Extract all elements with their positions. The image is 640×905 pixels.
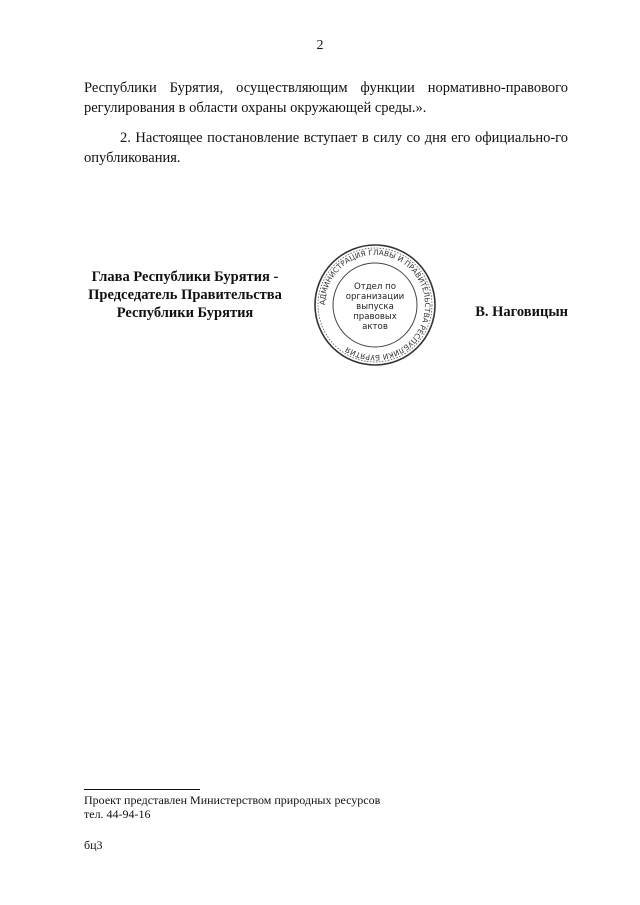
footnote — [84, 793, 380, 821]
official-seal — [312, 242, 438, 368]
seal-center-line: выпуска — [356, 302, 394, 312]
page-number: 2 — [316, 38, 324, 53]
seal-ring-text: АДМИНИСТРАЦИЯ ГЛАВЫ И ПРАВИТЕЛЬСТВА РЕСПУБЛИКИ БУРЯТИЯ — [317, 247, 433, 363]
seal-center-line: правовых — [353, 312, 397, 322]
signatory-title — [72, 268, 298, 322]
body-paragraph-1: Республики Бурятия, осуществляющим функции нормативно-правового регулирования в области охраны окружающей среды.». — [84, 80, 568, 116]
footnote-divider — [84, 789, 200, 790]
footnote-author: Проект представлен Министерством природных ресурсов — [84, 793, 381, 807]
signatory-name: В. Наговицын — [475, 304, 568, 320]
seal-center-text — [312, 282, 438, 332]
document-code: бц3 — [84, 838, 103, 852]
signatory-title-line: Республики Бурятия — [116, 305, 254, 321]
signatory-title-line: Глава Республики Бурятия - — [91, 269, 279, 285]
seal-center-line: Отдел по — [353, 282, 397, 292]
signatory-title-line: Председатель Правительства — [88, 287, 282, 303]
seal-center-line: организации — [345, 292, 405, 302]
footnote-phone: тел. 44-94-16 — [84, 807, 151, 821]
body-paragraph-2: 2. Настоящее постановление вступает в силу со дня его официально-го опубликования. — [84, 130, 568, 166]
seal-center-line: актов — [362, 322, 388, 332]
